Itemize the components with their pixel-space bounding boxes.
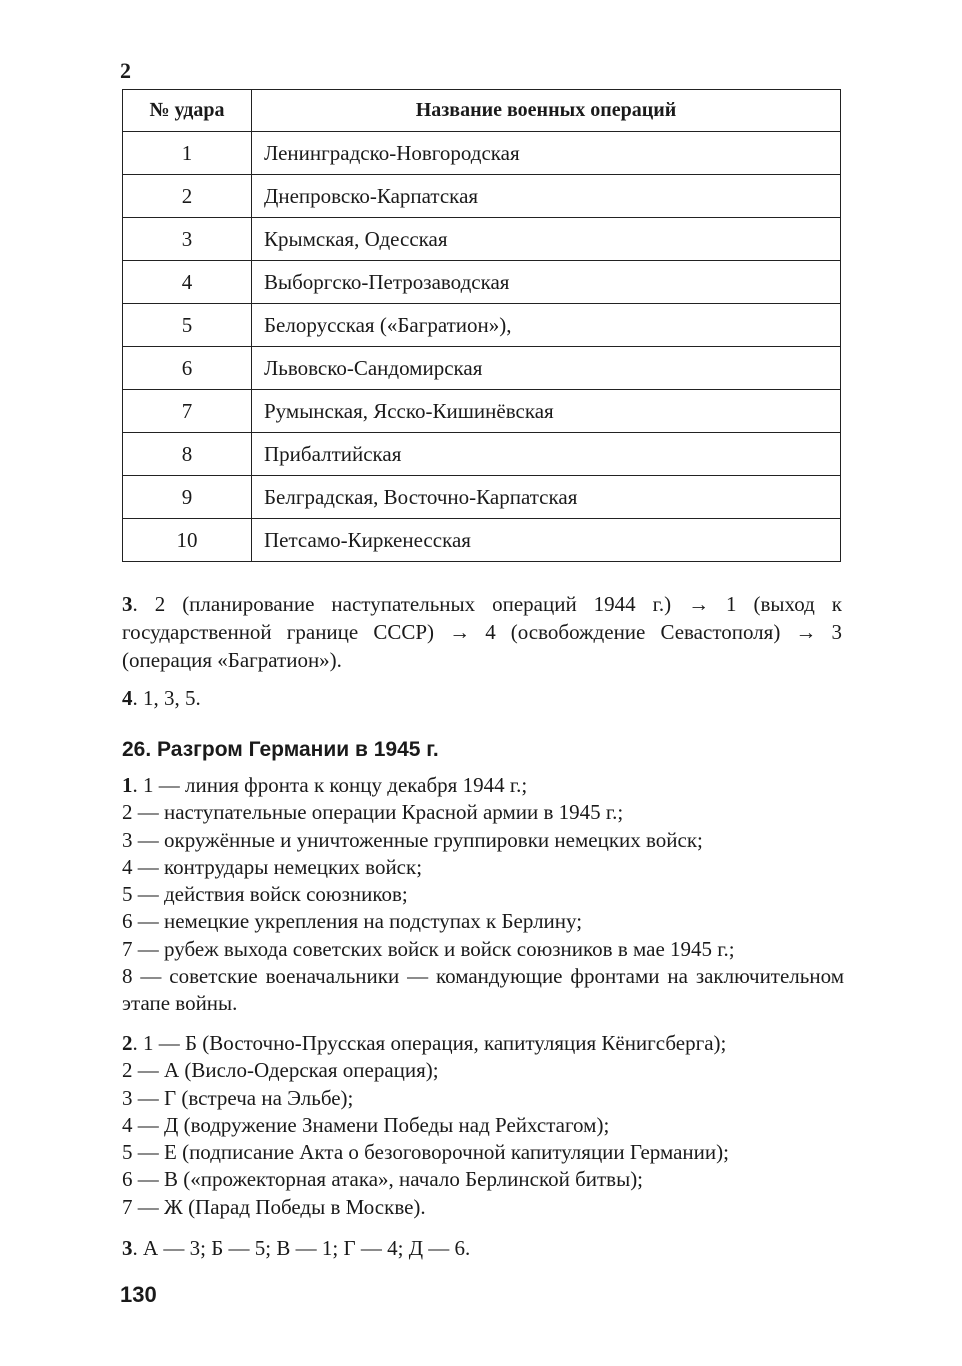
strike-number-cell: 2 xyxy=(123,175,252,218)
operations-table xyxy=(122,89,841,562)
page-number: 130 xyxy=(120,1282,157,1307)
list-item: 8 — советские военачальники — командующие фронтами на заключительном этапе войны. xyxy=(122,964,844,1016)
table-row xyxy=(123,261,841,304)
strike-number-cell: 4 xyxy=(123,261,252,304)
table-row xyxy=(123,218,841,261)
task-3-label: 3 xyxy=(122,1236,133,1260)
chapter-heading: 26. Разгром Германии в 1945 г. xyxy=(122,738,439,761)
table-row xyxy=(123,132,841,175)
list-item: 7 — Ж (Парад Победы в Москве). xyxy=(122,1194,426,1219)
list-item: 6 — В («прожекторная атака», начало Берлинской битвы); xyxy=(122,1167,644,1192)
list-item: 2 — наступательные операции Красной армии в 1945 г.; xyxy=(122,800,624,825)
task-2-list xyxy=(122,1030,844,1221)
task-1-label: 1 xyxy=(122,773,133,797)
operation-name-cell: Днепровско-Карпатская xyxy=(252,175,841,218)
table-row xyxy=(123,175,841,218)
table-row xyxy=(123,433,841,476)
list-item: 6 — немецкие укрепления на подступах к Берлину; xyxy=(122,909,583,934)
list-item: 2 — А (Висло-Одерская операция); xyxy=(122,1058,439,1083)
table-row xyxy=(123,476,841,519)
operation-name-cell: Петсамо-Киркенесская xyxy=(252,519,841,562)
table-row xyxy=(123,390,841,433)
answer-3-text: . 2 (планирование наступательных операций 1944 г.) → 1 (выход к государственной границе СССР) → 4 (освобождение Севастополя) → 3 (операция «Багратион»). xyxy=(122,592,842,672)
list-item-text: . 1 — Б (Восточно-Прусская операция, капитуляция Кёнигсберга); xyxy=(132,1031,727,1055)
operation-name-cell: Белградская, Восточно-Карпатская xyxy=(252,476,841,519)
answer-4-label: 4 xyxy=(122,686,133,710)
task-3-paragraph xyxy=(122,1234,842,1262)
list-item: 5 — Е (подписание Акта о безоговорочной капитуляции Германии); xyxy=(122,1140,729,1165)
column-header-strike-number: № удара xyxy=(123,90,252,132)
list-item: 5 — действия войск союзников; xyxy=(122,882,408,907)
task-2-label: 2 xyxy=(122,1031,133,1055)
table-header-row xyxy=(123,90,841,132)
operation-name-cell: Прибалтийская xyxy=(252,433,841,476)
list-item: 3 — Г (встреча на Эльбе); xyxy=(122,1085,354,1110)
answer-3-paragraph xyxy=(122,590,842,674)
strike-number-cell: 8 xyxy=(123,433,252,476)
strike-number-cell: 7 xyxy=(123,390,252,433)
task-1-list xyxy=(122,772,844,1018)
section-number: 2 xyxy=(120,58,131,83)
task-3-text: . А — 3; Б — 5; В — 1; Г — 4; Д — 6. xyxy=(132,1236,471,1260)
list-item: 4 — контрудары немецких войск; xyxy=(122,854,423,879)
answer-4-paragraph xyxy=(122,684,842,712)
list-item: 3 — окружённые и уничтоженные группировки немецких войск; xyxy=(122,827,703,852)
strike-number-cell: 9 xyxy=(123,476,252,519)
list-item: 7 — рубеж выхода советских войск и войск союзников в мае 1945 г.; xyxy=(122,936,735,961)
operation-name-cell: Румынская, Ясско-Кишинёвская xyxy=(252,390,841,433)
table-row xyxy=(123,347,841,390)
column-header-operation-name: Название военных операций xyxy=(252,90,841,132)
table-row xyxy=(123,519,841,562)
table-row xyxy=(123,304,841,347)
strike-number-cell: 3 xyxy=(123,218,252,261)
list-item xyxy=(122,1030,844,1057)
answer-3-label: 3 xyxy=(122,592,133,616)
list-item-text: . 1 — линия фронта к концу декабря 1944 г.; xyxy=(132,773,528,797)
strike-number-cell: 1 xyxy=(123,132,252,175)
strike-number-cell: 5 xyxy=(123,304,252,347)
operation-name-cell: Выборгско-Петрозаводская xyxy=(252,261,841,304)
operation-name-cell: Белорусская («Багратион»), xyxy=(252,304,841,347)
strike-number-cell: 6 xyxy=(123,347,252,390)
operation-name-cell: Львовско-Сандомирская xyxy=(252,347,841,390)
operation-name-cell: Ленинградско-Новгородская xyxy=(252,132,841,175)
strike-number-cell: 10 xyxy=(123,519,252,562)
list-item xyxy=(122,772,844,799)
operation-name-cell: Крымская, Одесская xyxy=(252,218,841,261)
answer-4-text: . 1, 3, 5. xyxy=(132,686,201,710)
list-item: 4 — Д (водружение Знамени Победы над Рейхстагом); xyxy=(122,1112,610,1137)
